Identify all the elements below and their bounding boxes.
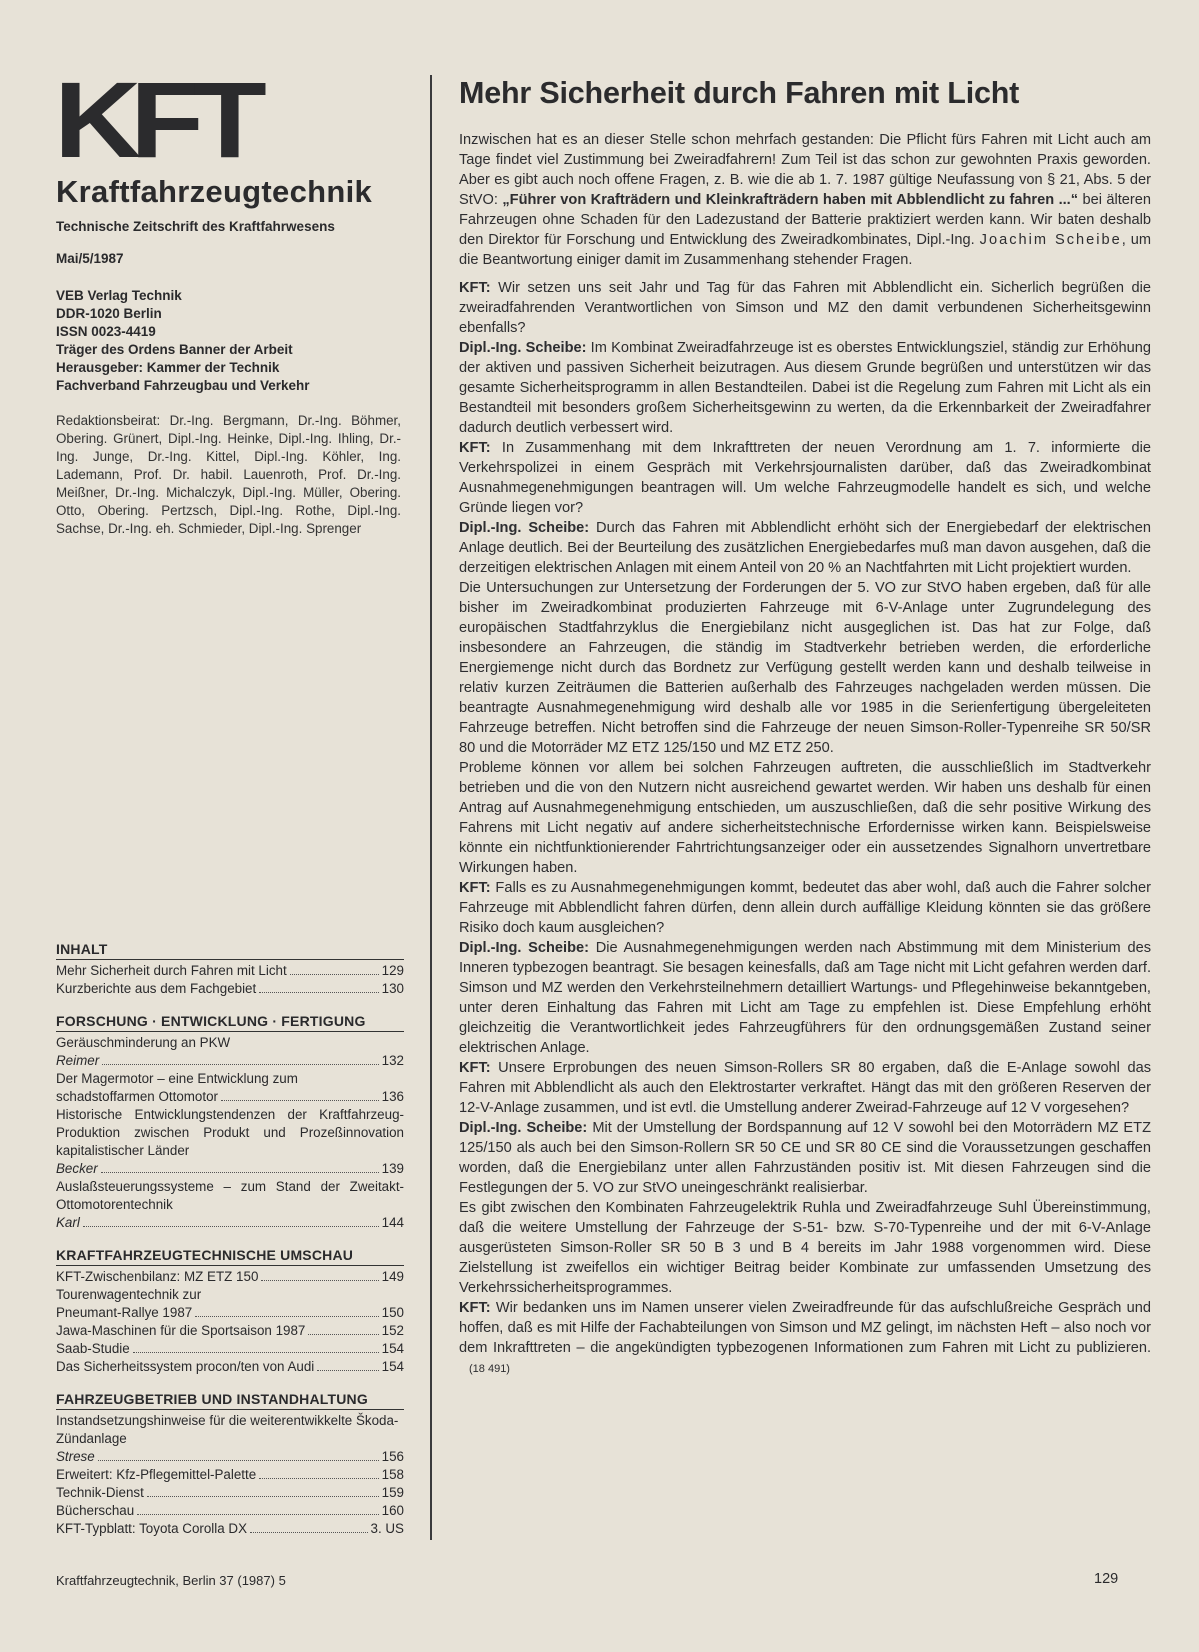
column-divider xyxy=(430,75,432,1540)
toc-entry-title: Jawa-Maschinen für die Sportsaison 1987 xyxy=(56,1323,306,1338)
publisher-line: VEB Verlag Technik xyxy=(56,288,182,303)
toc-entry-pre: Instandsetzungshinweise für die weiterentwikkelte Škoda-Zündanlage xyxy=(56,1413,399,1446)
speaker-label: KFT: xyxy=(459,1300,491,1316)
speaker-label: Dipl.-Ing. Scheibe: xyxy=(459,520,590,536)
toc-entry-title: Becker xyxy=(56,1161,98,1176)
toc-entry-page: 150 xyxy=(381,1305,404,1320)
article-paragraph xyxy=(459,758,1151,878)
paragraph-text: Mit der Umstellung der Bordspannung auf 12 V sowohl bei den Motorrädern MZ ETZ 125/150 als auch bei den Simson-Rollern SR 50 CE und SR 80 CE sind die Voraussetzungen geschaffen worden, daß die Energiebilanz unter allen Fahrzuständen positiv ist. Mit diesen Fahrzeugen sind die Festlegungen der 5. VO zur StVO uneingeschränkt realisierbar. xyxy=(459,1120,1151,1196)
speaker-label: KFT: xyxy=(459,280,491,296)
leader-dots xyxy=(317,1370,378,1371)
toc-entry-page: 158 xyxy=(381,1467,404,1482)
article-paragraph xyxy=(459,1118,1151,1198)
intro-quote: „Führer von Krafträdern und Kleinkrafträdern haben mit Abblendlicht zu fahren ...“ xyxy=(502,192,1079,208)
footer-citation: Kraftfahrzeugtechnik, Berlin 37 (1987) 5 xyxy=(56,1573,286,1588)
article-paragraph xyxy=(459,1198,1151,1298)
article-paragraph xyxy=(459,338,1151,438)
toc-entry-pre: Der Magermotor – eine Entwicklung zum xyxy=(56,1071,298,1086)
toc-entry-pre: Auslaßsteuerungssysteme – zum Stand der Zweitakt-Ottomotorentechnik xyxy=(56,1179,404,1212)
toc-section xyxy=(56,1012,404,1232)
interviewee-name: Joachim Scheibe xyxy=(979,232,1122,248)
toc-entry[interactable] xyxy=(56,1502,404,1520)
toc-entry-title: Bücherschau xyxy=(56,1503,135,1518)
magazine-subtitle: Technische Zeitschrift des Kraftfahrwesens xyxy=(56,219,335,234)
toc-entry-page: 160 xyxy=(381,1503,404,1518)
leader-dots xyxy=(101,1172,379,1173)
leader-dots xyxy=(261,1280,378,1281)
toc-entry-page: 130 xyxy=(381,981,404,996)
toc-entry[interactable] xyxy=(56,1448,404,1466)
paragraph-text: Durch das Fahren mit Abblendlicht erhöht sich der Energiebedarf der elektrischen Anlage deutlich. Bei der Beurteilung des zusätzlichen Energiebedarfes muß man davon ausgehen, daß die derzeitigen elektrischen Anlagen mit einem Anteil von 20 % an Nachtfahrten mit Licht projektiert wurden. xyxy=(459,520,1152,576)
toc-entry-page: 156 xyxy=(381,1449,404,1464)
article-closing xyxy=(459,1298,1151,1379)
leader-dots xyxy=(98,1460,379,1461)
publisher-line: ISSN 0023-4419 xyxy=(56,324,156,339)
toc-entry-title: Reimer xyxy=(56,1053,100,1068)
speaker-label: Dipl.-Ing. Scheibe: xyxy=(459,340,587,356)
toc-section xyxy=(56,940,404,998)
toc-entry[interactable] xyxy=(56,980,404,998)
toc-entry[interactable] xyxy=(56,962,404,980)
paragraph-text: Falls es zu Ausnahmegenehmigungen kommt, bedeutet das aber wohl, daß auch die Fahrer solcher Fahrzeuge mit Abblendlicht fahren dürfen, denn allein durch auffällige Kleidung könnten sie das größere Risiko doch kaum ausgleichen? xyxy=(459,880,1151,936)
toc-entry-page: 149 xyxy=(381,1269,404,1284)
toc-entry-page: 132 xyxy=(381,1053,404,1068)
page-number: 129 xyxy=(1094,1571,1119,1587)
toc-entry[interactable] xyxy=(56,1088,404,1106)
table-of-contents xyxy=(56,940,404,1552)
toc-entry-page: 139 xyxy=(381,1161,404,1176)
speaker-label: Dipl.-Ing. Scheibe: xyxy=(459,1120,588,1136)
intro-text: Inzwischen hat es an dieser Stelle schon mehrfach gestanden: Die Pflicht fürs Fahren mit Licht auch am Tage findet viel Zustimmung bei Zweiradfahrern! Zum Teil ist das schon zur gewohnten Praxis geworden. Aber es gibt auch noch offene Fragen, z. B. wie die ab 1. 7. 1987 gültige Neufassung von § 21, Abs. 5 der StVO: xyxy=(459,132,1151,208)
intro-text: , um die Beantwortung einiger damit im Zusammenhang stehender Fragen. xyxy=(459,232,1151,268)
publisher-info xyxy=(56,287,310,395)
toc-entry-page: 144 xyxy=(381,1215,404,1230)
toc-entry-title: KFT-Typblatt: Toyota Corolla DX xyxy=(56,1521,248,1536)
toc-entry[interactable] xyxy=(56,1268,404,1286)
article-intro xyxy=(459,130,1151,270)
leader-dots xyxy=(195,1316,378,1317)
leader-dots xyxy=(250,1532,367,1533)
toc-entry-title: KFT-Zwischenbilanz: MZ ETZ 150 xyxy=(56,1269,259,1284)
toc-entry-page: 154 xyxy=(381,1341,404,1356)
toc-entry[interactable] xyxy=(56,1052,404,1070)
paragraph-text: In Zusammenhang mit dem Inkrafttreten der neuen Verordnung am 1. 7. informierte die Verkehrspolizei in einem Gespräch mit Verkehrsjournalisten darüber, daß das Zweiradkombinat Ausnahmegenehmigungen beantragen will. Um welche Fahrzeugmodelle handelt es sich, und welche Gründe liegen vor? xyxy=(459,440,1151,516)
toc-entry-title: Technik-Dienst xyxy=(56,1485,144,1500)
article-paragraph xyxy=(459,438,1151,518)
article-paragraph xyxy=(459,1058,1151,1118)
speaker-label: KFT: xyxy=(459,440,491,456)
leader-dots xyxy=(102,1064,379,1065)
article-paragraph xyxy=(459,518,1151,578)
kft-logo: KFT xyxy=(54,59,256,180)
speaker-label: KFT: xyxy=(459,880,491,896)
toc-entry-title: Saab-Studie xyxy=(56,1341,130,1356)
publisher-line: Träger des Ordens Banner der Arbeit xyxy=(56,342,293,357)
speaker-label: KFT: xyxy=(459,1060,491,1076)
intro-text: bei älteren Fahrzeugen ohne Schaden für den Ladezustand der Batterie praktiziert werden kann. Wir baten deshalb den Direktor für Forschung und Entwicklung des Zweiradkombinates, Dipl.-Ing. xyxy=(459,192,1151,248)
toc-entry-pre: Tourenwagentechnik zur xyxy=(56,1287,202,1302)
toc-entry-title: Karl xyxy=(56,1215,80,1230)
toc-entry-title: Mehr Sicherheit durch Fahren mit Licht xyxy=(56,963,287,978)
leader-dots xyxy=(83,1226,379,1227)
toc-entry[interactable] xyxy=(56,1466,404,1484)
toc-section xyxy=(56,1246,404,1376)
toc-entry-page: 159 xyxy=(381,1485,404,1500)
toc-heading: KRAFTFAHRZEUGTECHNISCHE UMSCHAU xyxy=(56,1246,404,1266)
toc-entry-pre: Geräuschminderung an PKW xyxy=(56,1035,231,1050)
toc-entry[interactable] xyxy=(56,1304,404,1322)
toc-entry-page: 3. US xyxy=(370,1521,404,1536)
magazine-title: Kraftfahrzeugtechnik xyxy=(56,174,373,209)
paragraph-text: Wir bedanken uns im Namen unserer vielen Zweiradfreunde für das aufschlußreiche Gespräch und hoffen, daß es mit Hilfe der Fachabteilungen von Simson und MZ gelingt, im nächsten Heft – also noch vor dem Inkrafttreten – die angekündigten typbezogenen Informationen zum Fahren mit Licht zu publizieren. xyxy=(459,1300,1151,1356)
article-headline: Mehr Sicherheit durch Fahren mit Licht xyxy=(459,76,1020,110)
leader-dots xyxy=(259,992,378,993)
toc-entry-page: 154 xyxy=(381,1359,404,1374)
toc-heading: INHALT xyxy=(56,940,404,960)
toc-entry[interactable] xyxy=(56,1214,404,1232)
leader-dots xyxy=(133,1352,379,1353)
publisher-line: Fachverband Fahrzeugbau und Verkehr xyxy=(56,378,310,393)
toc-section xyxy=(56,1390,404,1538)
leader-dots xyxy=(290,974,379,975)
toc-entry-title: Das Sicherheitssystem procon/ten von Audi xyxy=(56,1359,315,1374)
article-paragraph xyxy=(459,278,1151,338)
toc-entry[interactable] xyxy=(56,1322,404,1340)
toc-entry[interactable] xyxy=(56,1520,404,1538)
article-body xyxy=(459,130,1151,1379)
leader-dots xyxy=(147,1496,379,1497)
paragraph-text: Im Kombinat Zweiradfahrzeuge ist es oberstes Entwicklungsziel, ständig zur Erhöhung der aktiven und passiven Sicherheit beizutragen. Aus diesem Grunde begrüßen und unterstützen wir das gesamte Sicherheitsprogramm in allen Bestandteilen. Dabei ist die Regelung zum Fahren mit Licht als ein Bestandteil mit besonders großem Sicherheitsgewinn zu werten, da die Erkennbarkeit der Zweiradfahrer dadurch deutlich verbessert wird. xyxy=(459,340,1152,436)
toc-entry-pre: Historische Entwicklungstendenzen der Kraftfahrzeug-Produktion zwischen Produkt und Prozeßinnovation kapitalistischer Länder xyxy=(56,1107,404,1158)
publisher-line: Herausgeber: Kammer der Technik xyxy=(56,360,280,375)
toc-entry[interactable] xyxy=(56,1358,404,1376)
article-reference: (18 491) xyxy=(469,1363,510,1375)
toc-entry[interactable] xyxy=(56,1160,404,1178)
toc-entry-page: 136 xyxy=(381,1089,404,1104)
speaker-label: Dipl.-Ing. Scheibe: xyxy=(459,940,589,956)
paragraph-text: Es gibt zwischen den Kombinaten Fahrzeugelektrik Ruhla und Zweiradfahrzeuge Suhl Übereinstimmung, daß die weitere Umstellung der Fahrzeuge der S-51- bzw. S-70-Typenreihe und der mit 6-V-Anlage ausgerüsteten Simson-Roller SR 50 B 3 und B 4 bereits im Jahr 1988 vorgenommen wird. Diese Zielstellung ist zweifellos ein wichtiger Beitrag beider Kombinate zur umfassenden Umsetzung des Verkehrssicherheitsprogrammes. xyxy=(459,1200,1151,1296)
leader-dots xyxy=(259,1478,378,1479)
paragraph-text: Wir setzen uns seit Jahr und Tag für das Fahren mit Abblendlicht ein. Sicherlich begrüßen die zweiradfahrenden Verantwortlichen von Simson und MZ den damit verbundenen Sicherheitsgewinn ebenfalls? xyxy=(459,280,1151,336)
article-paragraph xyxy=(459,938,1151,1058)
toc-heading: FAHRZEUGBETRIEB UND INSTANDHALTUNG xyxy=(56,1390,404,1410)
toc-entry[interactable] xyxy=(56,1484,404,1502)
toc-entry[interactable] xyxy=(56,1340,404,1358)
toc-entry-title: Pneumant-Rallye 1987 xyxy=(56,1305,193,1320)
paragraph-text: Probleme können vor allem bei solchen Fahrzeugen auftreten, die ausschließlich im Stadtverkehr betrieben und die von den Nutzern nicht ausreichend gewartet werden. Wir haben uns deshalb für einen Antrag auf Ausnahmegenehmigung entschieden, um auszuschließen, daß die sehr positive Wirkung des Fahrens mit Licht negativ auf andere sicherheitstechnische Erfordernisse wirken kann. Beispielsweise könnte ein nichtfunktionierender Fahrtrichtungsanzeiger oder ein aussetzendes Signalhorn unvertretbare Wirkungen haben. xyxy=(459,760,1151,876)
paragraph-text: Die Untersuchungen zur Untersetzung der Forderungen der 5. VO zur StVO haben ergeben, daß für alle bisher im Zweiradkombinat produzierten Fahrzeuge mit 6-V-Anlage unter Zugrundelegung des europäischen Stadtfahrzyklus die Energiebilanz nicht ausgeglichen ist. Das hat zur Folge, daß insbesondere an Fahrzeugen, die ständig im Stadtverkehr betrieben werden, die erforderliche Energiemenge nicht durch das Bordnetz zur Verfügung gestellt werden kann und deshalb teilweise in relativ kurzen Zeiträumen die Batterien außerhalb des Fahrzeuges nachgeladen werden müssen. Die beantragte Ausnahmegenehmigung wird deshalb alle vor 1985 in die Serienfertigung übergeleiteten Fahrzeuge betreffen. Nicht betroffen sind die Fahrzeuge der neuen Simson-Roller-Typenreihe SR 50/SR 80 und die Motorräder MZ ETZ 125/150 und MZ ETZ 250. xyxy=(459,580,1151,756)
leader-dots xyxy=(137,1514,378,1515)
paragraph-text: Unsere Erprobungen des neuen Simson-Rollers SR 80 ergaben, daß die E-Anlage sowohl das Fahren mit Abblendlicht als auch den Elektrostarter verkraftet. Hängt das mit den größeren Reserven der 12-V-Anlage zusammen, und ist evtl. die Umstellung anderer Zweirad-Fahrzeuge auf 12 V vorgesehen? xyxy=(459,1060,1151,1116)
article-paragraph xyxy=(459,878,1151,938)
toc-entry-title: Erweitert: Kfz-Pflegemittel-Palette xyxy=(56,1467,257,1482)
leader-dots xyxy=(221,1100,379,1101)
issue-date: Mai/5/1987 xyxy=(56,251,124,266)
leader-dots xyxy=(308,1334,378,1335)
toc-heading: FORSCHUNG · ENTWICKLUNG · FERTIGUNG xyxy=(56,1012,404,1032)
article-paragraph xyxy=(459,578,1151,758)
publisher-line: DDR-1020 Berlin xyxy=(56,306,162,321)
toc-entry-page: 129 xyxy=(381,963,404,978)
paragraph-text: Die Ausnahmegenehmigungen werden nach Abstimmung mit dem Ministerium des Inneren typbezogen beantragt. Sie besagen keinesfalls, daß am Tage nicht mit Licht gefahren werden darf. Simson und MZ werden den Verkehrsteilnehmern detailliert Wartungs- und Pflegehinweise bekanntgeben, unter deren Einhaltung das Fahren mit Licht am Tage zu empfehlen ist. Diese Empfehlung erhöht gleichzeitig die Verantwortlichkeit jedes Fahrzeugführers für den ordnungsgemäßen Zustand seiner elektrischen Anlage. xyxy=(459,940,1151,1056)
toc-entry-page: 152 xyxy=(381,1323,404,1338)
toc-entry-title: schadstoffarmen Ottomotor xyxy=(56,1089,219,1104)
toc-entry-title: Strese xyxy=(56,1449,95,1464)
toc-entry-title: Kurzberichte aus dem Fachgebiet xyxy=(56,981,257,996)
editorial-board: Redaktionsbeirat: Dr.-Ing. Bergmann, Dr.-Ing. Böhmer, Obering. Grünert, Dipl.-Ing. Heinke, Dipl.-Ing. Ihling, Dr.-Ing. Junge, Dr.-Ing. Kittel, Dipl.-Ing. Köhler, Ing. Lademann, Prof. Dr. habil. Lauenroth, Prof. Dr.-Ing. Meißner, Dr.-Ing. Michalczyk, Dipl.-Ing. Müller, Obering. Otto, Obering. Pertzsch, Dipl.-Ing. Rothe, Dipl.-Ing. Sachse, Dr.-Ing. eh. Schmieder, Dipl.-Ing. Sprenger xyxy=(56,413,401,536)
